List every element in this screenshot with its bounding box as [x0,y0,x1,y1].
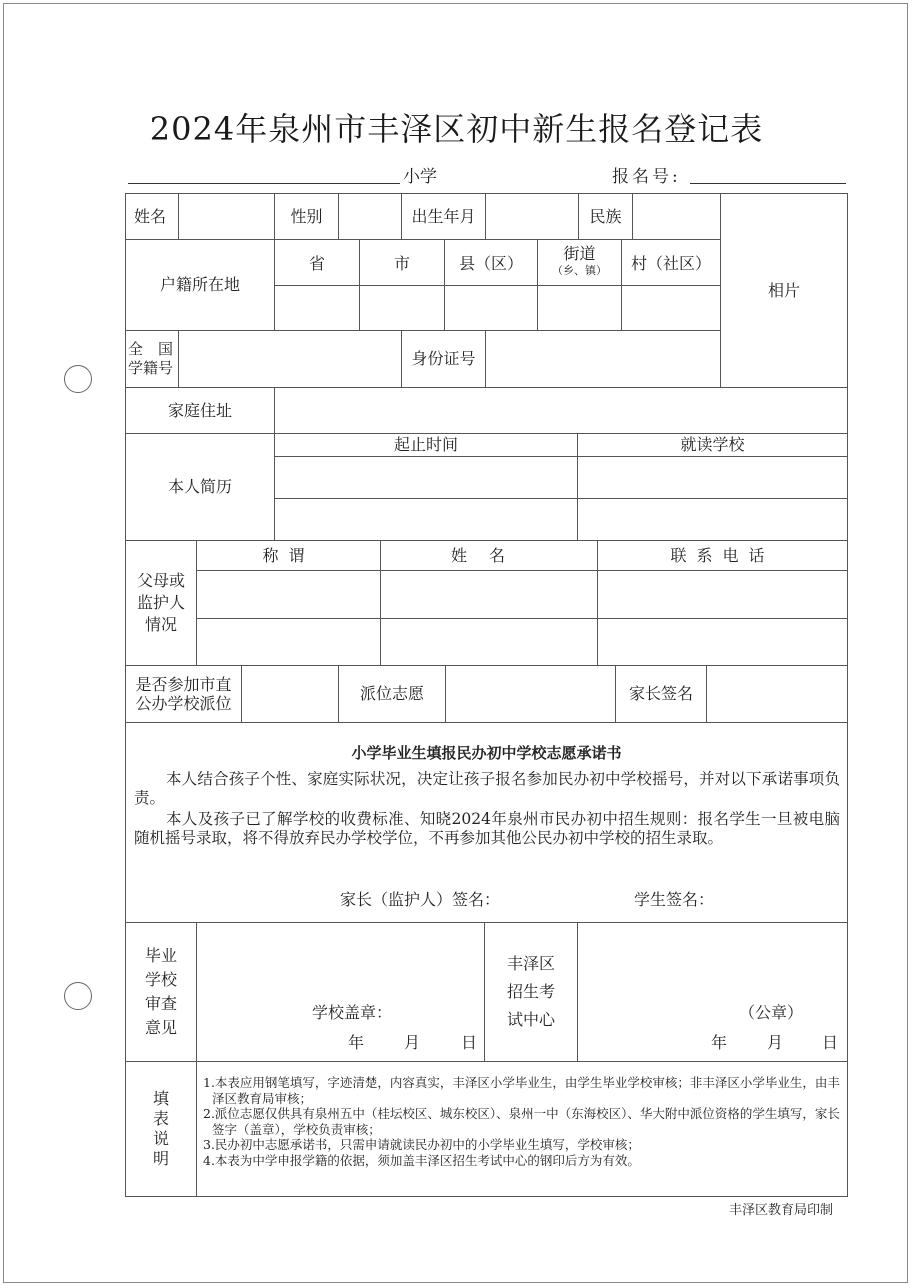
period-field[interactable] [274,456,578,499]
school-field[interactable] [577,456,848,499]
review-label-line: 审查 [144,994,177,1013]
city-label: 市 [359,239,445,286]
birth-label: 出生年月 [401,193,486,240]
notes-label-char: 说 [152,1129,169,1148]
note-item: 2.派位志愿仅供具有泉州五中（桂坛校区、城东校区）、泉州一中（东海校区）、华大附中派位资格的学生填写，家长签字（盖章），学校负责审核； [203,1106,840,1137]
county-label: 县（区） [444,239,538,286]
guardian-name-header: 姓名 [380,540,598,571]
notes-label-char: 表 [152,1109,169,1128]
notes-label-char: 明 [152,1149,169,1168]
assignment-label-line1: 是否参加市直 [135,675,232,694]
student-sign-label: 学生签名： [634,890,715,909]
school-name-field[interactable] [128,183,400,184]
phone-field[interactable] [597,618,848,666]
school-review-field[interactable] [196,922,485,1062]
phone-header: 联系电话 [597,540,848,571]
village-field[interactable] [621,285,721,331]
page-title: 2024年泉州市丰泽区初中新生报名登记表 [149,110,764,148]
assignment-field[interactable] [241,665,339,723]
school-seal-label: 学校盖章： [312,1003,393,1022]
street-field[interactable] [537,285,622,331]
parent-sign-label: 家长签名 [615,665,707,723]
address-field[interactable] [274,387,848,434]
ethnic-label: 民族 [578,193,633,240]
guardian-label-line1: 父母或 [136,571,185,590]
address-label: 家庭住址 [125,387,275,434]
notes-list [203,1075,843,1168]
guardian-name-field[interactable] [380,618,598,666]
review-label-line: 意见 [144,1018,177,1037]
assignment-label-line2: 公办学校派位 [135,694,232,713]
relation-field[interactable] [196,570,381,619]
preference-field[interactable] [445,665,616,723]
student-id-label-line2: 学籍号 [128,359,174,377]
student-id-label [125,330,179,388]
pledge-title: 小学毕业生填报民办初中学校志愿承诺书 [351,744,622,762]
exam-center-label-line: 丰泽区 [506,954,555,973]
birth-field[interactable] [485,193,579,240]
note-item: 1.本表应用钢笔填写，字迹清楚，内容真实，丰泽区小学毕业生，由学生毕业学校审核；非丰泽区小学毕业生，由丰泽区教育局审核； [203,1075,840,1106]
name-label: 姓名 [125,193,179,240]
guardian-label-line2: 监护人 [136,593,185,612]
period-header: 起止时间 [274,433,578,457]
pledge-paragraph-2: 本人及孩子已了解学校的收费标准、知晓2024年泉州市民办初中招生规则：报名学生一旦被电脑随机摇号录取，将不得放弃民办学校学位，不再参加其他公民办初中学校的招生录取。 [134,810,840,847]
student-id-field[interactable] [178,330,402,388]
parent-sign-field[interactable] [706,665,848,723]
review-label [125,922,197,1062]
province-label: 省 [274,239,360,286]
center-date-day: 日 [822,1033,839,1052]
note-item: 3.民办初中志愿承诺书，只需申请就读民办初中的小学毕业生填写，学校审核； [203,1137,640,1152]
ethnic-field[interactable] [632,193,721,240]
guardian-label [125,540,197,666]
school-suffix-label: 小学 [403,167,437,187]
notes-label [125,1061,197,1197]
school-field[interactable] [577,498,848,541]
school-date-month: 月 [404,1033,421,1052]
gender-field[interactable] [338,193,402,240]
street-sub-label: （乡、镇） [552,264,607,277]
footer-printer: 丰泽区教育局印制 [729,1203,834,1218]
note-item: 4.本表为中学申报学籍的依据，须加盖丰泽区招生考试中心的钢印后方为有效。 [203,1152,640,1168]
school-date-day: 日 [461,1033,478,1052]
relation-header: 称谓 [196,540,381,571]
exam-center-label [484,922,578,1062]
hukou-label: 户籍所在地 [125,239,275,331]
period-field[interactable] [274,498,578,541]
student-id-label-line1: 全 国 [128,340,174,358]
school-header: 就读学校 [577,433,848,457]
resume-label: 本人简历 [125,433,275,541]
guardian-name-field[interactable] [380,570,598,619]
street-label: 街道 [563,244,596,263]
preference-label: 派位志愿 [338,665,446,723]
reg-no-field[interactable] [690,183,846,184]
phone-field[interactable] [597,570,848,619]
id-card-label: 身份证号 [401,330,486,388]
official-seal-label: （公章） [739,1003,804,1022]
relation-field[interactable] [196,618,381,666]
guardian-sign-label: 家长（监护人）签名： [340,890,501,909]
county-field[interactable] [444,285,538,331]
city-field[interactable] [359,285,445,331]
punch-hole-icon [64,365,92,393]
pledge-paragraph-1: 本人结合孩子个性、家庭实际状况，决定让孩子报名参加民办初中学校摇号，并对以下承诺事项负责。 [134,770,840,807]
review-label-line: 毕业 [144,946,177,965]
photo-box[interactable]: 相片 [720,193,848,388]
province-field[interactable] [274,285,360,331]
notes-label-char: 填 [152,1089,169,1108]
id-card-field[interactable] [485,330,721,388]
village-label: 村（社区） [621,239,721,286]
school-date-year: 年 [348,1033,365,1052]
reg-no-label: 报名号: [612,167,681,187]
gender-label: 性别 [274,193,339,240]
exam-center-label-line: 试中心 [506,1010,555,1029]
center-date-year: 年 [711,1033,728,1052]
street-header [537,239,622,286]
guardian-label-line3: 情况 [144,615,177,634]
review-label-line: 学校 [144,970,177,989]
punch-hole-icon [64,982,92,1010]
exam-center-label-line: 招生考 [506,982,555,1001]
center-date-month: 月 [767,1033,784,1052]
assignment-label [125,665,242,723]
name-field[interactable] [178,193,275,240]
